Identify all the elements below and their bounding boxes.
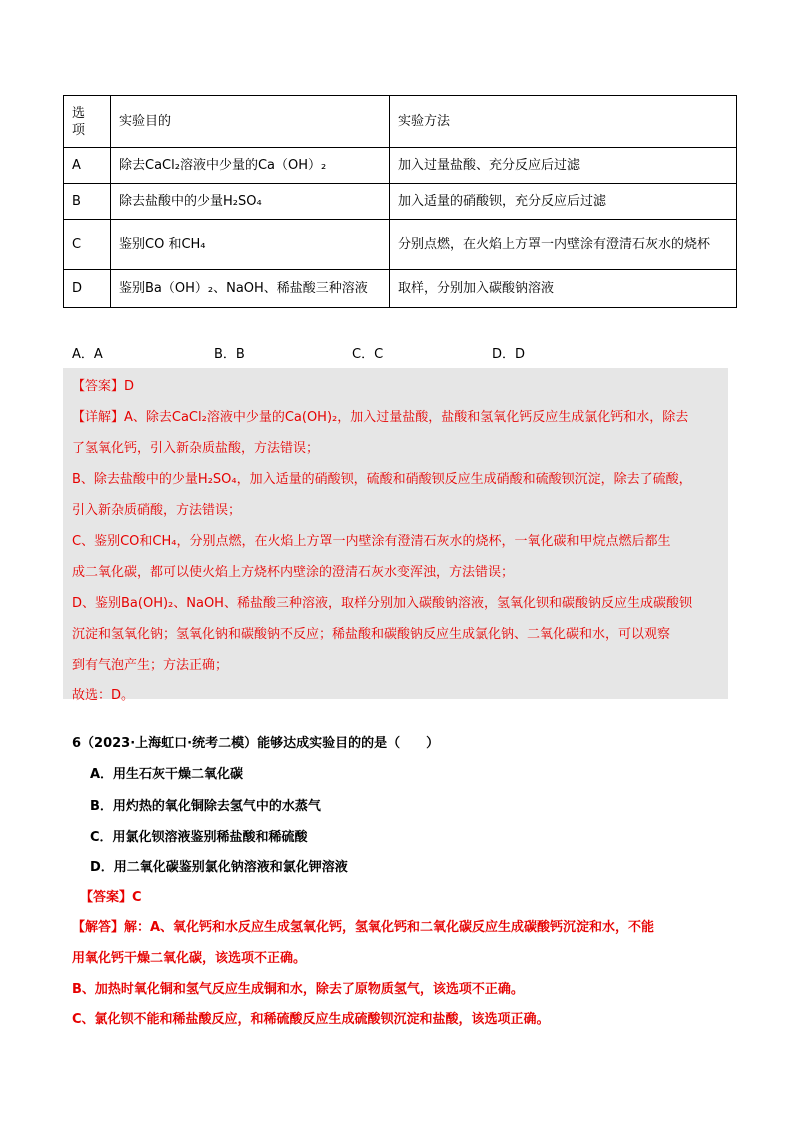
question-6-answer: 【答案】C: [80, 890, 142, 905]
experiment-table: [63, 95, 737, 308]
header-purpose: 实验目的: [111, 96, 390, 148]
question-6-solution-line: 用氧化钙干燥二氧化碳，该选项不正确。: [72, 951, 307, 966]
row-option: C: [64, 220, 111, 270]
answer-label: 【答案】D: [72, 379, 135, 394]
explanation-line: 沉淀和氢氧化钠；氢氧化钠和碳酸钠不反应；稀盐酸和碳酸钠反应生成氯化钠、二氧化碳和水，可以观察: [72, 627, 671, 642]
row-purpose: 鉴别Ba（OH）₂、NaOH、稀盐酸三种溶液: [111, 270, 390, 308]
choice-c: C．C: [352, 347, 384, 362]
explanation-line: 引入新杂质硝酸，方法错误；: [72, 503, 242, 518]
row-option: D: [64, 270, 111, 308]
table-row: [64, 270, 737, 308]
header-option: 选 项: [64, 96, 111, 148]
explanation-line: B、除去盐酸中的少量H₂SO₄，加入适量的硝酸钡，硫酸和硝酸钡反应生成硝酸和硫酸钡沉淀，除去了硫酸，: [72, 472, 692, 487]
explanation-line: 成二氧化碳，都可以使火焰上方烧杯内壁涂的澄清石灰水变浑浊，方法错误；: [72, 565, 515, 580]
table-row: [64, 184, 737, 220]
explanation-line: 了氢氧化钙，引入新杂质盐酸，方法错误；: [72, 441, 320, 456]
question-6-option: B．用灼热的氧化铜除去氢气中的水蒸气: [90, 799, 321, 814]
question-6-option: D．用二氧化碳鉴别氯化钠溶液和氯化钾溶液: [90, 860, 348, 875]
table-header-row: [64, 96, 737, 148]
table-row: [64, 148, 737, 184]
question-6-option: A．用生石灰干燥二氧化碳: [90, 767, 244, 782]
explanation-line: C、鉴别CO和CH₄，分别点燃，在火焰上方罩一内壁涂有澄清石灰水的烧杯，一氧化碳和甲烷点燃后都生: [72, 534, 671, 549]
row-purpose: 除去盐酸中的少量H₂SO₄: [111, 184, 390, 220]
row-purpose: 除去CaCl₂溶液中少量的Ca（OH）₂: [111, 148, 390, 184]
table-row: [64, 220, 737, 270]
question-6-solution-line: B、加热时氧化铜和氢气反应生成铜和水，除去了原物质氢气，该选项不正确。: [72, 982, 524, 997]
choice-d: D．D: [492, 347, 526, 362]
question-6-solution-line: C、氯化钡不能和稀盐酸反应，和稀硫酸反应生成硫酸钡沉淀和盐酸，该选项正确。: [72, 1012, 550, 1027]
row-method: 加入适量的硝酸钡，充分反应后过滤: [390, 184, 737, 220]
explanation-line: D、鉴别Ba(OH)₂、NaOH、稀盐酸三种溶液，取样分别加入碳酸钠溶液，氢氧化钡和碳酸钠反应生成碳酸钡: [72, 596, 692, 611]
explanation-line: 【详解】A、除去CaCl₂溶液中少量的Ca(OH)₂，加入过量盐酸，盐酸和氢氧化钙反应生成氯化钙和水，除去: [72, 410, 689, 425]
row-option: B: [64, 184, 111, 220]
header-method: 实验方法: [390, 96, 737, 148]
row-method: 加入过量盐酸、充分反应后过滤: [390, 148, 737, 184]
row-option: A: [64, 148, 111, 184]
question-6-option: C．用氯化钡溶液鉴别稀盐酸和稀硫酸: [90, 830, 308, 845]
row-method: 分别点燃，在火焰上方罩一内壁涂有澄清石灰水的烧杯: [390, 220, 737, 270]
row-purpose: 鉴别CO 和CH₄: [111, 220, 390, 270]
row-method: 取样，分别加入碳酸钠溶液: [390, 270, 737, 308]
question-6-solution-line: 【解答】解：A、氧化钙和水反应生成氢氧化钙，氢氧化钙和二氧化碳反应生成碳酸钙沉淀和水，不能: [72, 920, 655, 935]
choice-a: A．A: [72, 347, 103, 362]
question-6-stem: 6（2023·上海虹口·统考二模）能够达成实验目的的是（ ）: [72, 736, 440, 751]
choice-b: B．B: [214, 347, 245, 362]
explanation-line: 故选：D。: [72, 688, 135, 703]
explanation-line: 到有气泡产生；方法正确；: [72, 658, 229, 673]
